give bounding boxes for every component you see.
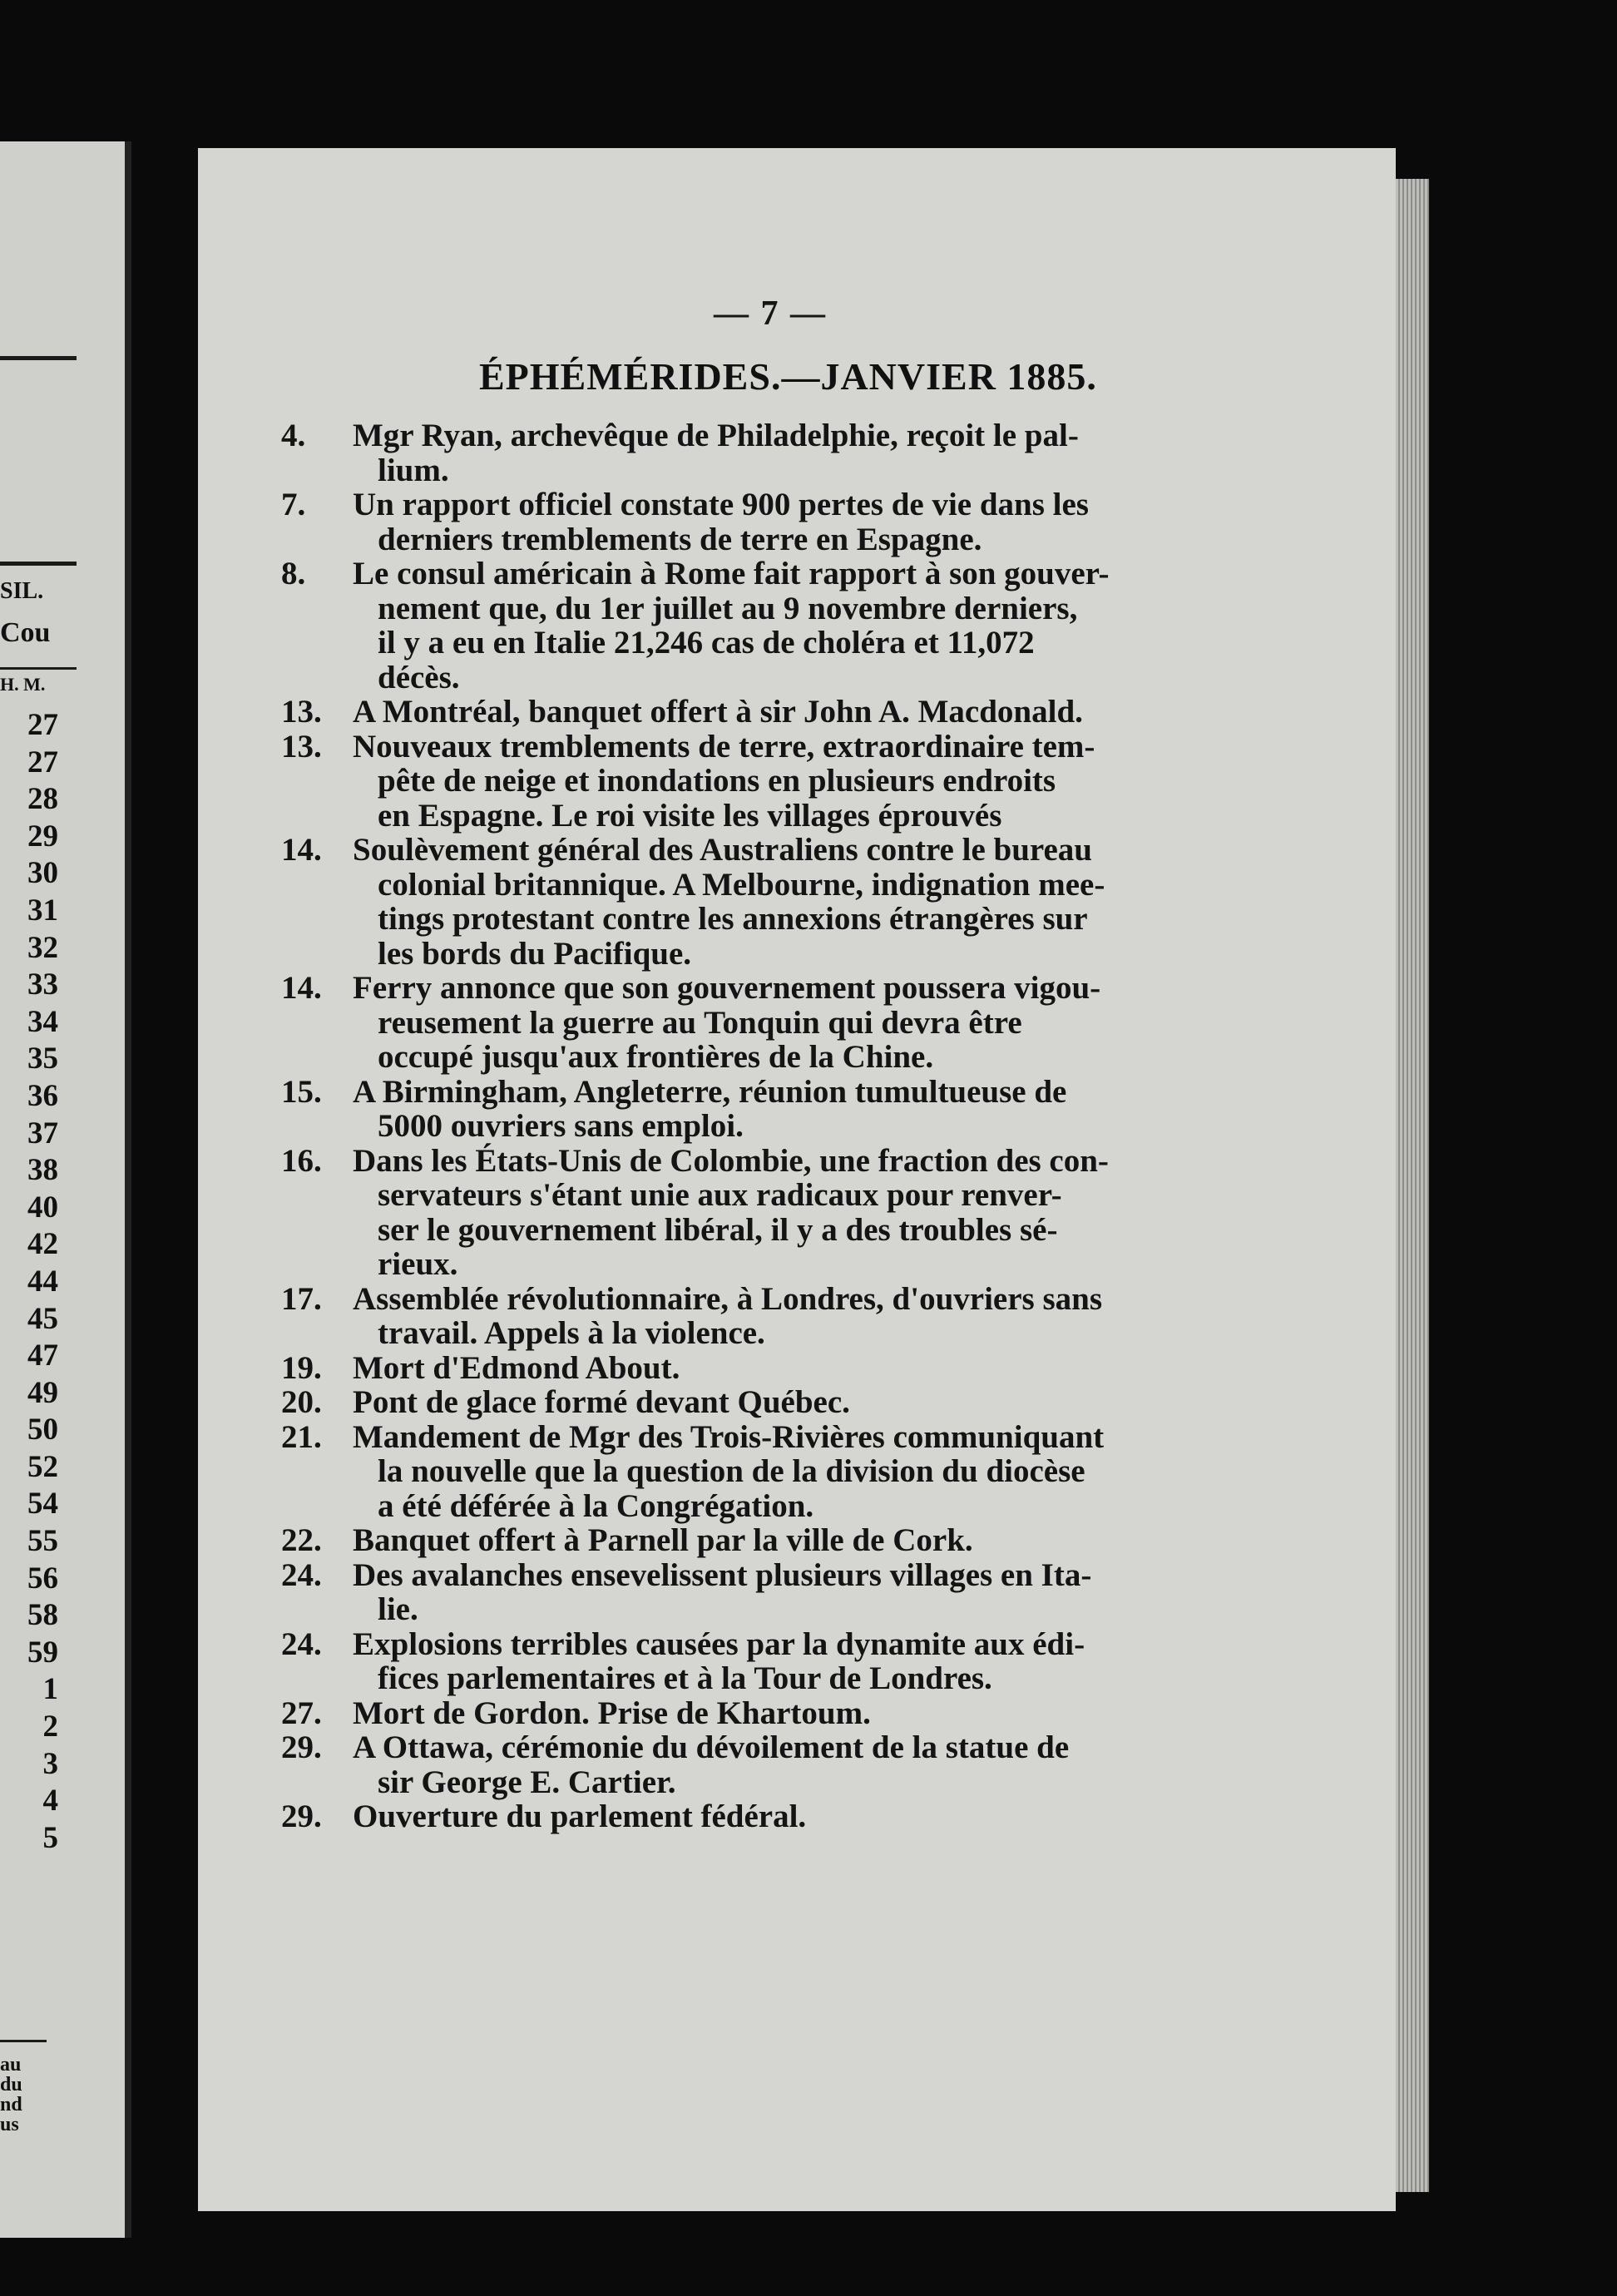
entry-day: 14. [281, 832, 322, 868]
entry-text [349, 833, 1338, 971]
left-number: 32 [27, 930, 58, 965]
entry-day: 22. [281, 1522, 322, 1558]
entry-line: A Montréal, banquet offert à sir John A. Macdonald. [353, 694, 1083, 730]
left-number: 3 [42, 1746, 58, 1781]
left-number: 33 [27, 967, 58, 1002]
entry-item [281, 1144, 1338, 1282]
entry-line: décès. [378, 659, 460, 695]
left-number: 40 [27, 1190, 58, 1225]
entry-item [281, 1558, 1338, 1627]
left-number: 42 [27, 1227, 58, 1262]
left-number: 36 [27, 1078, 58, 1113]
entry-text [349, 1799, 1338, 1834]
entry-day: 20. [281, 1384, 322, 1420]
entry-line: Pont de glace formé devant Québec. [353, 1384, 850, 1420]
left-number: 44 [27, 1264, 58, 1299]
left-number: 59 [27, 1635, 58, 1670]
entry-day: 27. [281, 1695, 322, 1731]
left-footer-line: nd [0, 2094, 22, 2115]
entry-day: 14. [281, 970, 322, 1006]
entry-line: Mort de Gordon. Prise de Khartoum. [353, 1695, 871, 1731]
entry-line: la nouvelle que la question de la division du diocèse [378, 1453, 1085, 1489]
entry-text [349, 557, 1338, 695]
entry-line: il y a eu en Italie 21,246 cas de choléra et 11,072 [378, 625, 1035, 661]
entry-item [281, 1351, 1338, 1386]
entry-line: Un rapport officiel constate 900 pertes de vie dans les [353, 487, 1089, 522]
left-number: 35 [27, 1042, 58, 1076]
page-number: — 7 — [714, 294, 827, 333]
left-number: 52 [27, 1449, 58, 1484]
entry-line: pête de neige et inondations en plusieurs endroits [378, 763, 1056, 799]
left-number: 47 [27, 1339, 58, 1373]
left-number: 34 [27, 1004, 58, 1039]
left-header-hm: H. M. [0, 674, 46, 695]
left-number: 27 [27, 745, 58, 779]
page-edges [1396, 179, 1429, 2192]
left-number: 5 [42, 1820, 58, 1855]
left-number: 1 [42, 1672, 58, 1707]
entry-item [281, 730, 1338, 834]
entry-line: Soulèvement général des Australiens contre le bureau [353, 832, 1093, 868]
entry-line: sir George E. Cartier. [378, 1764, 676, 1800]
entry-list [281, 418, 1338, 1834]
entry-line: Des avalanches ensevelissent plusieurs villages en Ita- [353, 1556, 1092, 1593]
entry-line: Assemblée révolutionnaire, à Londres, d'ouvriers sans [353, 1280, 1102, 1317]
left-number: 55 [27, 1524, 58, 1559]
left-footer-line: du [0, 2074, 22, 2096]
entry-day: 21. [281, 1418, 322, 1455]
entry-line: A Birmingham, Angleterre, réunion tumultueuse de [353, 1073, 1067, 1110]
left-footer-line: us [0, 2114, 19, 2135]
left-number: 37 [27, 1116, 58, 1150]
entry-line: colonial britannique. A Melbourne, indignation mee- [378, 866, 1105, 903]
entry-text [349, 695, 1338, 730]
book-page [198, 148, 1396, 2211]
entry-text [349, 1420, 1338, 1524]
left-number: 56 [27, 1561, 58, 1596]
entry-item [281, 1075, 1338, 1144]
left-number: 31 [27, 893, 58, 928]
entry-line: A Ottawa, cérémonie du dévoilement de la statue de [353, 1729, 1070, 1765]
entry-text [349, 1730, 1338, 1799]
entry-day: 4. [281, 418, 306, 453]
entry-day: 8. [281, 556, 306, 591]
entry-line: Le consul américain à Rome fait rapport à son gouver- [353, 556, 1110, 591]
entry-line: Explosions terribles causées par la dynamite aux édi- [353, 1626, 1085, 1662]
entry-text [349, 1523, 1338, 1558]
left-number: 58 [27, 1598, 58, 1633]
entry-item [281, 1696, 1338, 1731]
left-facing-page [0, 141, 131, 2238]
entry-day: 24. [281, 1556, 322, 1593]
entry-day: 24. [281, 1626, 322, 1662]
left-number: 50 [27, 1413, 58, 1447]
entry-item [281, 971, 1338, 1075]
entry-item [281, 1799, 1338, 1834]
left-number: 49 [27, 1375, 58, 1410]
left-rule-lower [0, 667, 77, 670]
left-number: 27 [27, 708, 58, 742]
entry-item [281, 557, 1338, 695]
entry-day: 13. [281, 694, 322, 730]
entry-line: Mandement de Mgr des Trois-Rivières communiquant [353, 1418, 1105, 1455]
entry-item [281, 487, 1338, 557]
entry-line: servateurs s'étant unie aux radicaux pour renver- [378, 1177, 1062, 1213]
left-number: 2 [42, 1710, 58, 1744]
entry-line: Ferry annonce que son gouvernement poussera vigou- [353, 970, 1101, 1006]
entry-day: 29. [281, 1729, 322, 1765]
entry-text [349, 1075, 1338, 1144]
left-number: 29 [27, 819, 58, 854]
entry-text [349, 1696, 1338, 1731]
entry-line: en Espagne. Le roi visite les villages éprouvés [378, 797, 1002, 834]
entry-line: tings protestant contre les annexions étrangères sur [378, 901, 1088, 937]
entry-text [349, 1144, 1338, 1282]
entry-day: 7. [281, 487, 306, 522]
page-title: ÉPHÉMÉRIDES.—JANVIER 1885. [479, 355, 1097, 398]
left-number: 28 [27, 782, 58, 817]
entry-line: a été déférée à la Congrégation. [378, 1487, 814, 1524]
entry-item [281, 833, 1338, 971]
entry-item [281, 1385, 1338, 1420]
entry-item [281, 1523, 1338, 1558]
left-header-cou: Cou [0, 617, 51, 648]
entry-line: nement que, du 1er juillet au 9 novembre derniers, [378, 590, 1078, 626]
entry-line: ser le gouvernement libéral, il y a des troubles sé- [378, 1211, 1058, 1248]
entry-day: 29. [281, 1799, 322, 1834]
entry-line: Ouverture du parlement fédéral. [353, 1799, 807, 1834]
entry-line: Mgr Ryan, archevêque de Philadelphie, reçoit le pal- [353, 418, 1079, 453]
left-number: 38 [27, 1153, 58, 1188]
entry-text [349, 1282, 1338, 1351]
entry-line: lie. [378, 1591, 418, 1627]
left-rule-mid [0, 562, 77, 566]
entry-line: rieux. [378, 1246, 458, 1282]
entry-item [281, 1730, 1338, 1799]
left-rule-bottom [0, 2040, 47, 2042]
entry-day: 13. [281, 728, 322, 765]
entry-line: 5000 ouvriers sans emploi. [378, 1108, 744, 1144]
entry-day: 15. [281, 1073, 322, 1110]
entry-line: travail. Appels à la violence. [378, 1315, 765, 1351]
entry-day: 17. [281, 1280, 322, 1317]
entry-text [349, 1351, 1338, 1386]
entry-day: 16. [281, 1142, 322, 1179]
entry-line: derniers tremblements de terre en Espagne. [378, 521, 982, 557]
entry-text [349, 1627, 1338, 1696]
entry-text [349, 1385, 1338, 1420]
entry-text [349, 487, 1338, 557]
entry-text [349, 971, 1338, 1075]
left-number: 45 [27, 1301, 58, 1336]
entry-line: Dans les États-Unis de Colombie, une fraction des con- [353, 1142, 1109, 1179]
entry-line: Mort d'Edmond About. [353, 1349, 680, 1386]
entry-day: 19. [281, 1349, 322, 1386]
entry-line: lium. [378, 452, 449, 488]
left-number: 4 [42, 1784, 58, 1818]
left-footer-text [0, 2055, 42, 2135]
left-footer-line: au [0, 2054, 22, 2076]
entry-line: les bords du Pacifique. [378, 935, 692, 972]
entry-line: fices parlementaires et à la Tour de Londres. [378, 1660, 992, 1696]
left-number-column [0, 707, 58, 1857]
entry-line: Nouveaux tremblements de terre, extraordinaire tem- [353, 728, 1095, 765]
left-rule-top [0, 356, 77, 360]
entry-line: reusement la guerre au Tonquin qui devra être [378, 1004, 1022, 1041]
left-header-sil: SIL. [0, 578, 44, 604]
entry-text [349, 418, 1338, 487]
entry-line: occupé jusqu'aux frontières de la Chine. [378, 1039, 934, 1075]
left-number: 30 [27, 856, 58, 891]
entry-line: Banquet offert à Parnell par la ville de Cork. [353, 1522, 973, 1558]
entry-text [349, 730, 1338, 834]
entry-item [281, 1627, 1338, 1696]
entry-item [281, 418, 1338, 487]
entry-item [281, 695, 1338, 730]
entry-item [281, 1420, 1338, 1524]
entry-item [281, 1282, 1338, 1351]
entry-text [349, 1558, 1338, 1627]
left-number: 54 [27, 1487, 58, 1522]
